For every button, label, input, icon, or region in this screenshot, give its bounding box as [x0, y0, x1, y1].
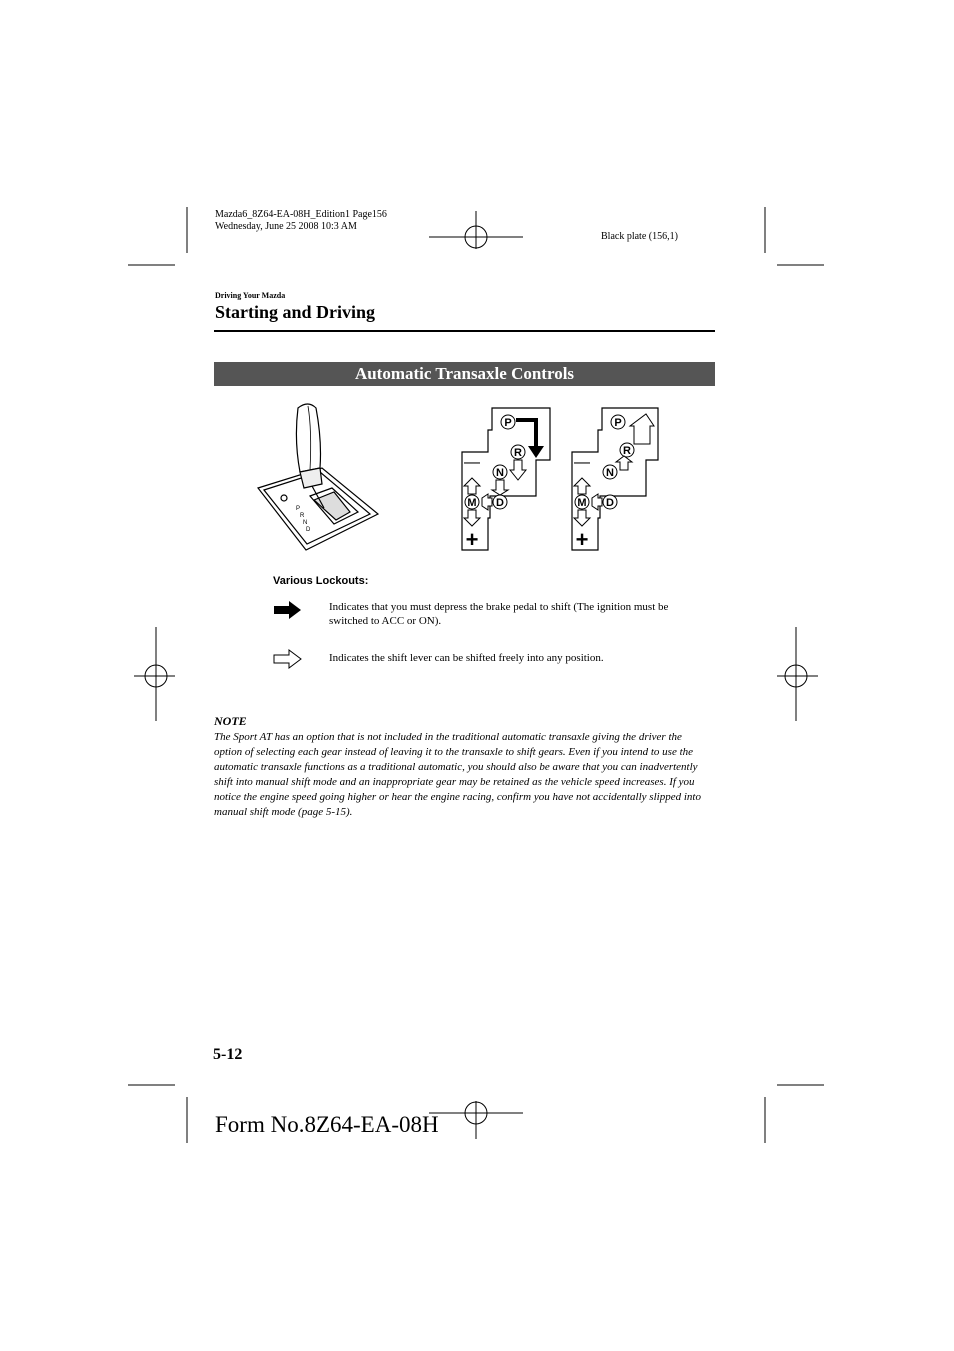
plate-label: Black plate (156,1) [601, 231, 678, 242]
title-rule [214, 330, 715, 332]
gate2-label-minus: — [574, 454, 590, 471]
svg-text:P: P [296, 506, 301, 512]
note-body: The Sport AT has an option that is not included in the traditional automatic transaxle giving the driver the option of selecting each gear instead of leaving it to the transaxle to shift gears. Even if you intend to use the automatic transaxle functions as a traditional automatic, you should also be aware that you can inadvertently shift into manual shift mode and an inappropriate gear may be retained as the vehicle speed increases. If you notice the engine speed going higher or hear the engine racing, confirm you have not accidentally slipped into manual shift mode (page 5-15). [214, 731, 701, 819]
gate-label-n: N [496, 467, 504, 479]
legend-brake-required-text: Indicates that you must depress the brake pedal to shift (The ignition must be switched to ACC or ON). [329, 601, 669, 627]
print-metadata [215, 209, 387, 233]
gate-label-m: M [467, 497, 477, 509]
form-number: Form No.8Z64-EA-08H [215, 1112, 439, 1137]
gate2-label-m: M [577, 497, 587, 509]
print-meta-line1: Mazda6_8Z64-EA-08H_Edition1 Page156 [215, 209, 387, 220]
svg-text:N: N [303, 520, 308, 526]
gate2-label-p: P [614, 417, 622, 429]
outline-arrow-icon [273, 649, 303, 669]
lockouts-label: Various Lockouts: [273, 575, 369, 587]
gate2-label-plus: + [575, 527, 589, 552]
shift-gate-figure [250, 400, 670, 560]
legend-free-shift-text: Indicates the shift lever can be shifted freely into any position. [329, 652, 604, 664]
section-title: Starting and Driving [215, 302, 376, 322]
gate2-label-n: N [606, 467, 614, 479]
note-title: NOTE [214, 714, 247, 728]
print-meta-line2: Wednesday, June 25 2008 10:3 AM [215, 221, 357, 232]
solid-arrow-icon [273, 600, 303, 620]
gate-label-d: D [496, 497, 504, 509]
svg-text:D: D [306, 527, 311, 533]
gate-label-p: P [504, 417, 512, 429]
gate2-label-r: R [623, 445, 631, 457]
section-banner: Automatic Transaxle Controls [214, 362, 715, 386]
gate-label-minus: — [464, 454, 480, 471]
section-kicker: Driving Your Mazda [215, 291, 286, 300]
gate-label-r: R [514, 447, 522, 459]
shift-lever-illustration [258, 404, 378, 550]
gate2-label-d: D [606, 497, 614, 509]
page-number: 5-12 [213, 1046, 243, 1063]
gate-diagram-brake-required [462, 408, 550, 552]
svg-text:R: R [300, 513, 305, 519]
gate-diagram-free-shift [572, 408, 658, 552]
gate-label-plus: + [465, 527, 479, 552]
